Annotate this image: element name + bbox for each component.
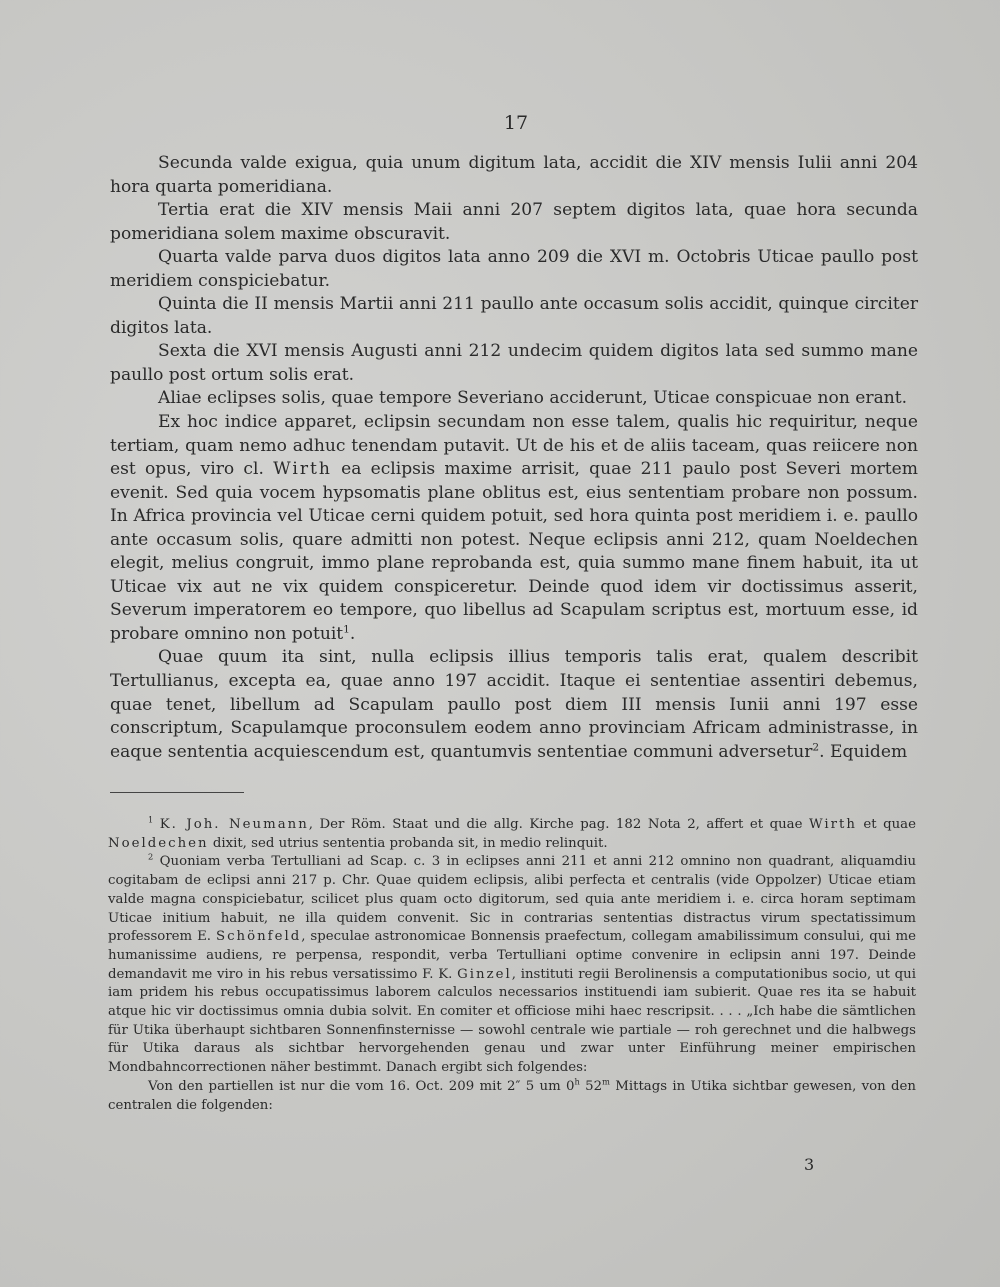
paragraph: Sexta die XVI mensis Augusti anni 212 undecim quidem digitos lata sed summo mane paullo post ortum solis erat. [110, 341, 918, 385]
paragraph: Tertia erat die XIV mensis Maii anni 207 septem digitos lata, quae hora secunda pomeridiana solem maxime obscuravit. [110, 200, 918, 244]
footnote-marker: 1 [148, 814, 154, 825]
footnote-2 [108, 853, 916, 1077]
footnote-separator [110, 792, 244, 793]
paragraph: Aliae eclipses solis, quae tempore Severiano acciderunt, Uticae conspicuae non erant. [158, 388, 908, 409]
text-run: Quae quum ita sint, nulla eclipsis illius temporis talis erat, qualem describit Tertullianus, excepta ea, quae anno 197 accidit. Itaque ei sententiae assentiri debemus, quae tenet, libellum ad Scapulam paullo post diem III mensis Iunii anni 197 esse conscriptum, Scapulamque proconsulem eodem anno provinciam Africam administrasse, in eaque sententia acquiescendum est, quantumvis sententiae communi adversetur [110, 647, 918, 762]
superscript: m [602, 1076, 610, 1087]
text-run: ea eclipsis maxime arrisit, quae 211 paulo post Severi mortem evenit. Sed quia vocem hypsomatis plane oblitus est, eius sententiam probare non possum. In Africa provincia vel Uticae cerni quidem potuit, sed hora quinta post meridiem i. e. paullo ante occasum solis, quare admitti non potest. Neque eclipsis anni 212, quam Noeldechen elegit, melius congruit, immo plane reprobanda est, quia summo mane finem habuit, ita ut Uticae vix aut ne vix quidem conspiceretur. Deinde quod idem vir doctissimus asserit, Severum imperatorem eo tempore, quo libellus ad Scapulam scriptus est, mortuum esse, id probare omnino non potuit [110, 459, 918, 644]
text-run: dixit, sed utrius sententia probanda sit, in medio relinquit. [208, 835, 608, 851]
text-run: . [349, 623, 356, 644]
author-name: Noeldechen [108, 835, 209, 851]
footnote-marker: 2 [148, 851, 154, 862]
text-run: , instituti regii Berolinensis a computationibus socio, ut qui iam pridem his rebus occupatissimus laborem calculos necessarios instituendi iam subierit. Quae res ita se habuit atque hic vir doctissimus omnia dubia solvit. En comiter et officiose mihi haec rescripsit. . . . „Ich habe die sämtlichen für Utika überhaupt sichtbaren Sonnenfinsternisse — sowohl centrale wie partiale — roh gerechnet und die halbwegs für Utika daraus als sichtbar hervorgehenden genau und zwar unter Einführung meiner empirischen Mondbahncorrectionen näher bestimmt. Danach ergibt sich folgendes: [108, 966, 917, 1076]
author-name: K. Joh. Neumann [159, 817, 309, 832]
text-run: Ex hoc indice apparet, eclipsin secundam non esse talem, qualis hic requiritur, neque tertiam, quam nemo adhuc tenendam putavit. Ut de his et de aliis taceam, quas reiicere non est opus, viro cl. [110, 412, 918, 480]
text-run: . Equidem [819, 741, 908, 762]
footnote-ref-2[interactable]: 2 [812, 740, 820, 753]
paragraph [110, 646, 918, 764]
footnote-2-continuation [108, 1078, 916, 1115]
text-run: , Der Röm. Staat und die allg. Kirche pag. 182 Nota 2, affert et quae [308, 817, 809, 832]
paragraph: Secunda valde exigua, quia unum digitum lata, accidit die XIV mensis Iulii anni 204 hora quarta pomeridiana. [110, 153, 918, 197]
text-run: 52 [579, 1078, 603, 1094]
author-name: Schönfeld [215, 929, 302, 945]
page-number: 17 [503, 112, 529, 134]
author-name: Ginzel [457, 966, 512, 982]
signature-mark: 3 [804, 1155, 815, 1174]
text-run: Von den partiellen ist nur die vom 16. Oct. 209 mit 2″ 5 um 0 [148, 1078, 575, 1094]
author-name: Wirth [808, 817, 857, 832]
paragraph [110, 411, 918, 646]
footnotes [108, 816, 916, 1115]
main-text [110, 152, 918, 764]
text-run: et quae [856, 817, 916, 832]
footnote-1 [108, 816, 916, 853]
paragraph: Quarta valde parva duos digitos lata anno 209 die XVI m. Octobris Uticae paullo post meridiem conspiciebatur. [110, 247, 918, 291]
footnote-ref-1[interactable]: 1 [343, 623, 350, 636]
paragraph: Quinta die II mensis Martii anni 211 paullo ante occasum solis accidit, quinque circiter digitos lata. [110, 294, 918, 338]
superscript: h [574, 1076, 580, 1087]
text-run: , speculae astronomicae Bonnensis praefectum, collegam amabilissimum consului, qui me humanissime audiens, re perpensa, respondit, verba Tertulliani optime convenire in eclipsin anni 197. Deinde demandavit me viro in his rebus versatissimo F. K. [108, 929, 916, 982]
text-run: Quoniam verba Tertulliani ad Scap. c. 3 in eclipses anni 211 et anni 212 omnino non quadrant, aliquamdiu cogitabam de eclipsi anni 217 p. Chr. Quae quidem eclipsis, alibi perfecta et centralis (vide Oppolzer) Uticae etiam valde magna conspiciebatur, scilicet plus quam octo digitorum, sed quia ante meridiem i. e. circa horam septimam Uticae initium habuit, ne illa quidem convenit. Sic in contrarias sententias distractus virum spectatissimum professorem E. [108, 854, 917, 945]
author-name-wirth: Wirth [273, 459, 332, 480]
text-run: Mittags in Utika sichtbar gewesen, von den centralen die folgenden: [108, 1078, 916, 1113]
